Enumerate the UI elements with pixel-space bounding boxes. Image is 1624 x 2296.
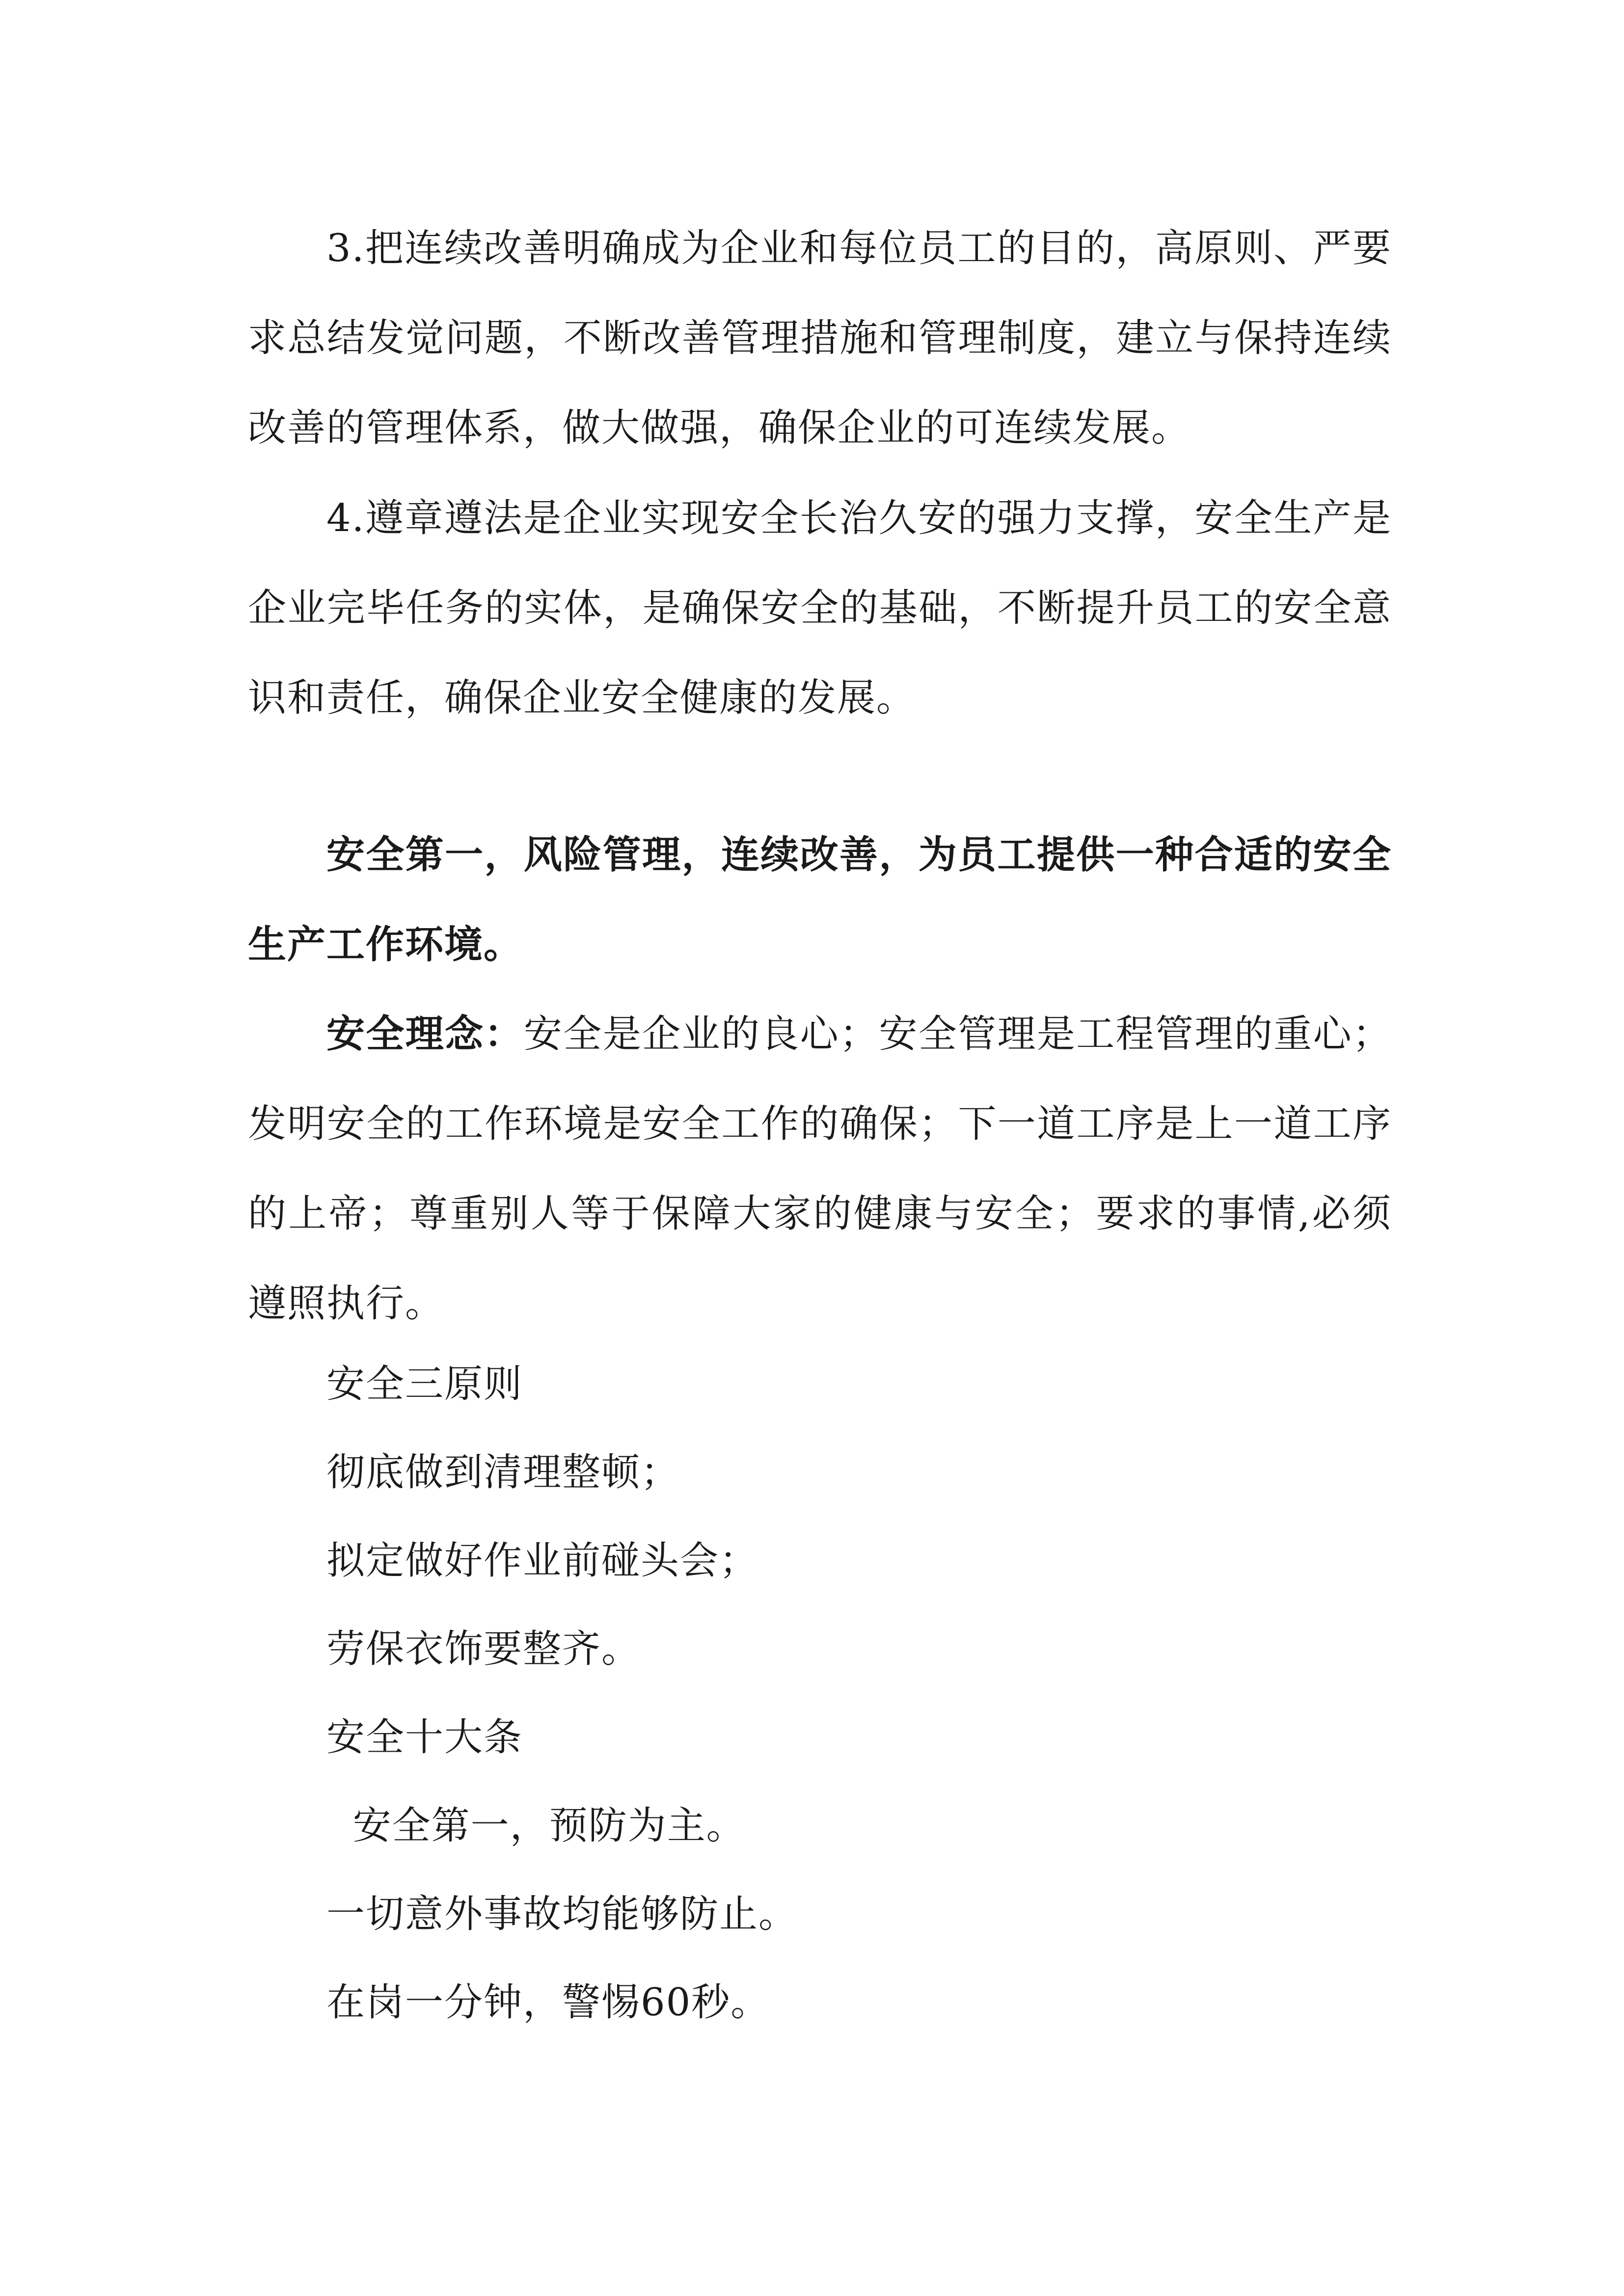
- safety-concept-text: 安全是企业的良心；安全管理是工程管理的重心；发明安全的工作环境是安全工作的确保；下一道工序是上一道工序的上帝；尊重别人等于保障大家的健康与安全；要求的事情,必须遵照执行。: [248, 1012, 1392, 1326]
- three-principles-title: 安全三原则: [326, 1362, 523, 1406]
- ten-rules-title: 安全十大条: [326, 1715, 523, 1760]
- three-principles-item: 彻底做到清理整顿；: [326, 1450, 680, 1495]
- safety-concept-paragraph: [248, 989, 1392, 1349]
- ten-rules-item: 安全第一，预防为主。: [326, 1804, 746, 1848]
- three-principles-item: 劳保衣饰要整齐。: [326, 1627, 641, 1671]
- safety-policy-paragraph: 安全第一，风险管理，连续改善，为员工提供一种合适的安全生产工作环境。: [248, 832, 1392, 967]
- ten-rules-item: 在岗一分钟，警惕60秒。: [326, 1980, 770, 2025]
- paragraph-item-3: 3.把连续改善明确成为企业和每位员工的目的，高原则、严要求总结发觉问题，不断改善管理措施和管理制度，建立与保持连续改善的管理体系，做大做强，确保企业的可连续发展。: [248, 226, 1392, 450]
- safety-concept-label: 安全理念：: [326, 1012, 524, 1056]
- ten-rules-item: 一切意外事故均能够防止。: [326, 1892, 798, 1936]
- paragraph-item-4: 4.遵章遵法是企业实现安全长治久安的强力支撑，安全生产是企业完毕任务的实体，是确保安全的基础，不断提升员工的安全意识和责任，确保企业安全健康的发展。: [248, 496, 1392, 720]
- three-principles-item: 拟定做好作业前碰头会；: [326, 1539, 759, 1583]
